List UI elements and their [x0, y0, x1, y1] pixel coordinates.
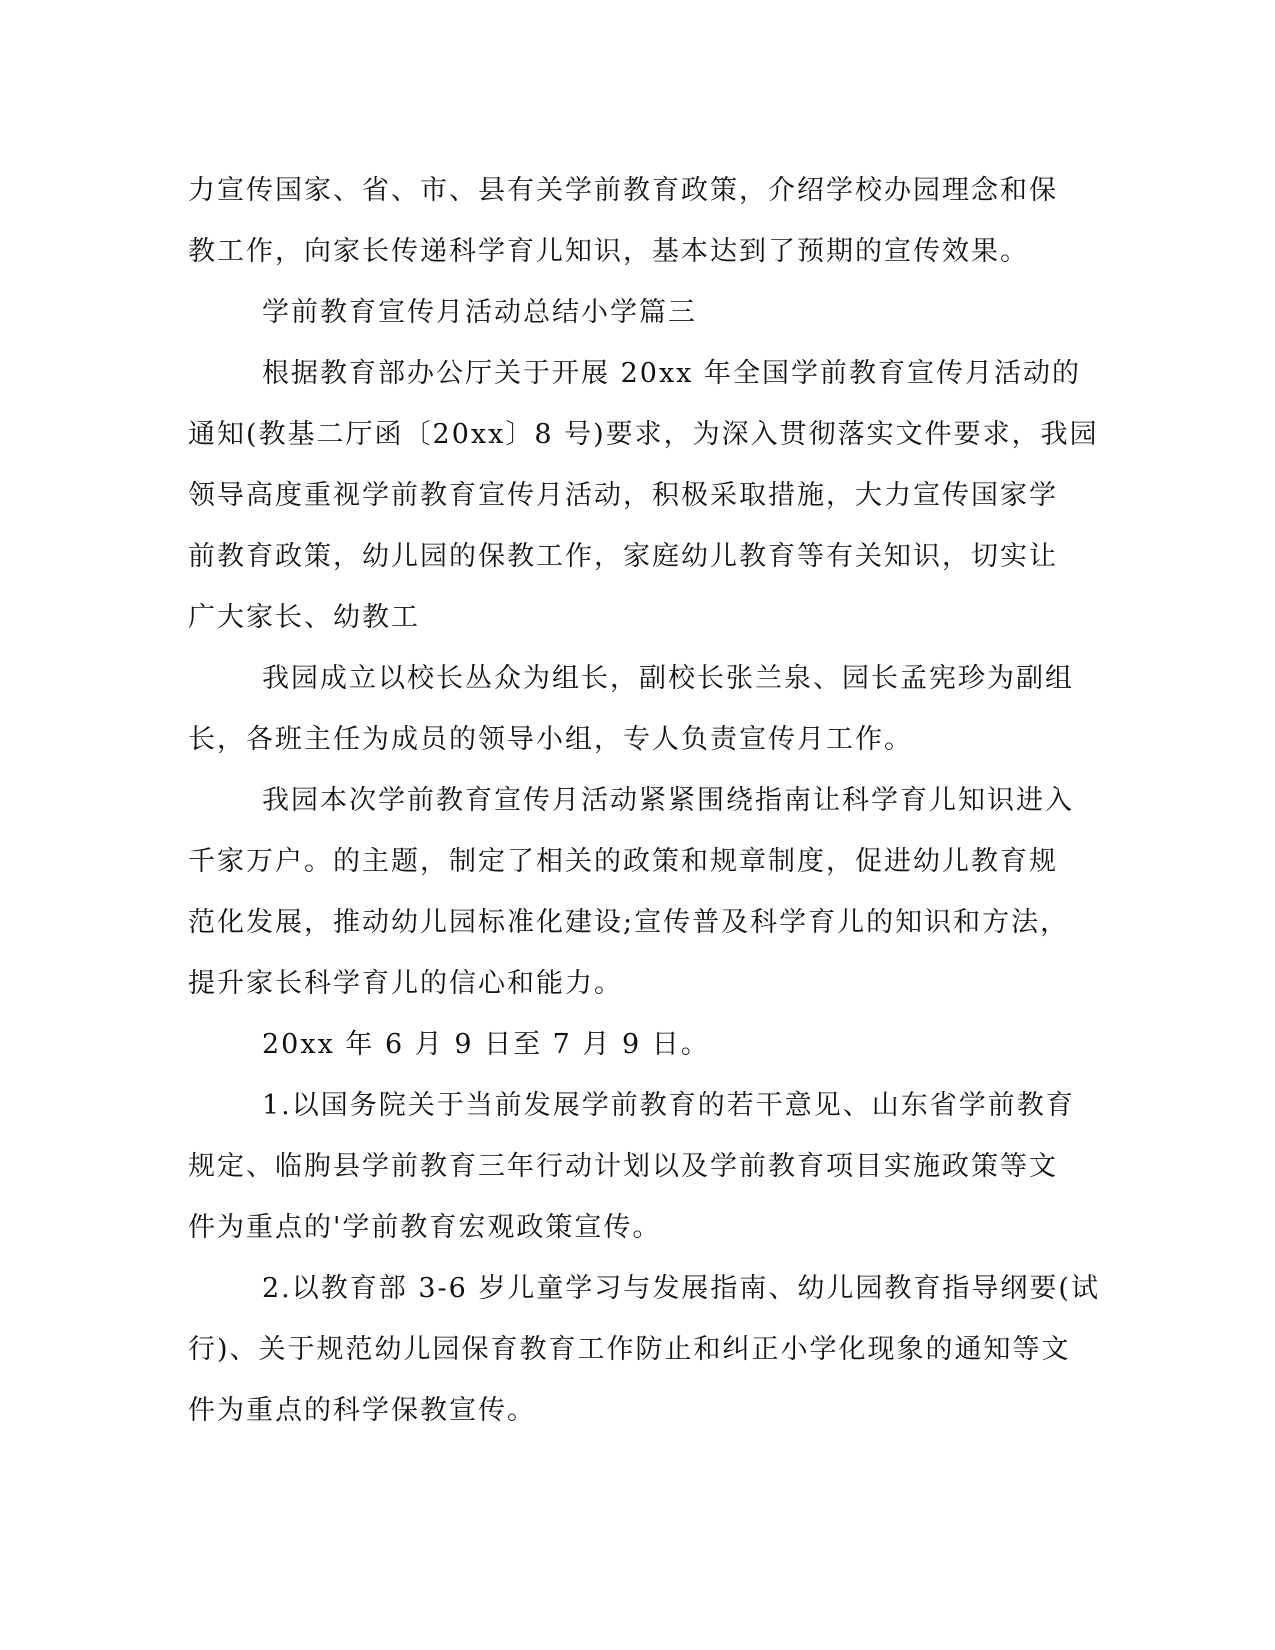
text-line: 前教育政策，幼儿园的保教工作，家庭幼儿教育等有关知识，切实让: [188, 541, 1058, 572]
text-line: 我园成立以校长丛众为组长，副校长张兰泉、园长孟宪珍为副组: [262, 663, 1074, 694]
heading-line: 学前教育宣传月活动总结小学篇三: [262, 297, 697, 328]
text-line: 20xx 年 6 月 9 日至 7 月 9 日。: [262, 1029, 710, 1060]
paragraph-leadership-group: [188, 648, 1074, 770]
text-line: 广大家长、幼教工: [188, 602, 420, 633]
text-line: 我园本次学前教育宣传月活动紧紧围绕指南让科学育儿知识进入: [262, 785, 1074, 816]
paragraph-item-1: [188, 1075, 1075, 1258]
text-line: 根据教育部办公厅关于开展 20xx 年全国学前教育宣传月活动的: [262, 358, 1081, 389]
text-line: 长，各班主任为成员的领导小组，专人负责宣传月工作。: [188, 724, 913, 755]
text-line: 领导高度重视学前教育宣传月活动，积极采取措施，大力宣传国家学: [188, 480, 1058, 511]
paragraph-policy-intro-continued: [188, 160, 1068, 282]
text-line: 提升家长科学育儿的信心和能力。: [188, 968, 623, 999]
document-body: [188, 160, 1100, 1441]
paragraph-notice-basis: [188, 343, 1099, 648]
text-line: 件为重点的科学保教宣传。: [188, 1395, 536, 1426]
text-line: 范化发展，推动幼儿园标准化建设;宣传普及科学育儿的知识和方法，: [188, 907, 1070, 938]
text-line: 通知(教基二厅函〔20xx〕8 号)要求，为深入贯彻落实文件要求，我园: [188, 419, 1099, 450]
text-line: 件为重点的'学前教育宏观政策宣传。: [188, 1212, 662, 1243]
text-line: 教工作，向家长传递科学育儿知识，基本达到了预期的宣传效果。: [188, 236, 1029, 267]
section-heading: [188, 282, 1068, 343]
paragraph-activity-theme: [188, 770, 1074, 1014]
paragraph-item-2: [188, 1258, 1100, 1441]
text-line: 千家万户。的主题，制定了相关的政策和规章制度，促进幼儿教育规: [188, 846, 1058, 877]
text-line: 规定、临朐县学前教育三年行动计划以及学前教育项目实施政策等文: [188, 1151, 1058, 1182]
text-line: 1.以国务院关于当前发展学前教育的若干意见、山东省学前教育: [262, 1090, 1075, 1121]
paragraph-activity-dates: [188, 1014, 1068, 1075]
text-line: 2.以教育部 3-6 岁儿童学习与发展指南、幼儿园教育指导纲要(试: [262, 1273, 1100, 1304]
text-line: 行)、关于规范幼儿园保育教育工作防止和纠正小学化现象的通知等文: [188, 1334, 1071, 1365]
text-line: 力宣传国家、省、市、县有关学前教育政策，介绍学校办园理念和保: [188, 175, 1058, 206]
